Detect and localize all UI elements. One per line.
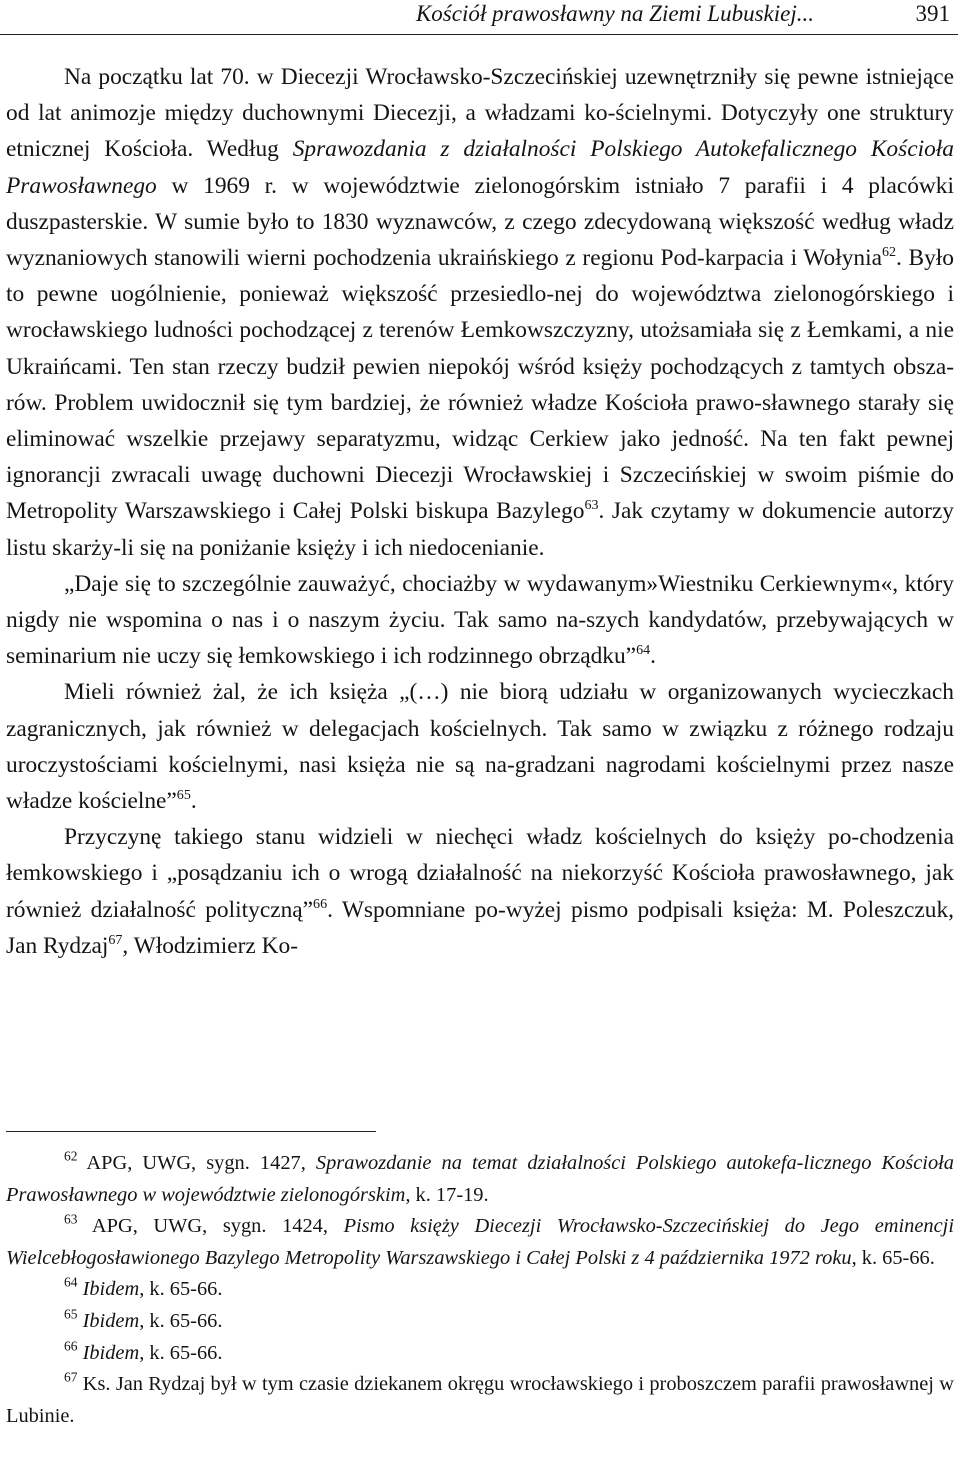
main-text — [6, 59, 954, 964]
footnote-number: 67 — [64, 1369, 78, 1385]
italic-title: Sprawozdania z działalności Polskiego Autokefalicznego Kościoła Prawosławnego — [6, 136, 954, 199]
text-segment: . Jak czytamy w dokumencie autorzy listu skarży-li się na poniżanie księży i ich niedocenianie. — [6, 498, 954, 561]
footnote-italic: Ibidem — [82, 1341, 140, 1364]
footnote-text: , k. 65-66. — [139, 1309, 223, 1332]
footnote-text: , k. 17-19. — [405, 1183, 489, 1206]
footnote-text: , k. 65-66. — [139, 1341, 223, 1364]
page-number: 391 — [915, 1, 950, 26]
paragraph-4 — [6, 819, 954, 964]
paragraph-2-quote — [6, 566, 954, 675]
footnote-63 — [6, 1211, 954, 1274]
footnote-text: , k. 65-66. — [851, 1246, 935, 1269]
text-segment: . — [190, 788, 197, 815]
footnote-text: , k. 65-66. — [139, 1278, 223, 1301]
footnote-italic: Sprawozdanie na temat działalności Polskiego autokefa-licznego Kościoła Prawosławnego w województwie zielonogórskim — [6, 1152, 954, 1206]
footnote-number: 65 — [64, 1306, 78, 1322]
paragraph-3 — [6, 674, 954, 819]
footnote-text: Ks. Jan Rydzaj był w tym czasie dziekanem okręgu wrocławskiego i proboszczem parafii prawosławnej w Lubinie. — [6, 1373, 954, 1427]
text-segment: . — [650, 643, 656, 670]
footnote-text: APG, UWG, sygn. 1427, — [77, 1152, 316, 1174]
running-title: Kościół prawosławny na Ziemi Lubuskiej... — [415, 1, 814, 26]
footnotes — [6, 1148, 954, 1432]
footnote-ref-65[interactable]: 65 — [176, 786, 191, 803]
footnote-italic: Pismo księży Diecezji Wrocławsko-Szczecińskiej do Jego eminencji Wielcebłogosławionego Bazylego Metropolity Warszawskiego i Całej Polski z 4 października 1972 roku — [6, 1215, 954, 1269]
footnote-italic: Ibidem — [82, 1278, 140, 1301]
text-segment: Na początku lat 70. w Diecezji Wrocławsko-Szczecińskiej uzewnętrzniły się pewne istniejące od lat animozje między duchownymi Diecezji, a władzami ko-ścielnymi. Dotyczyły one struktury etnicznej Kościoła. Według — [6, 64, 954, 163]
footnote-ref-67[interactable]: 67 — [108, 931, 123, 948]
page-header — [0, 0, 958, 35]
footnote-64 — [6, 1274, 954, 1306]
footnote-number: 64 — [64, 1275, 78, 1291]
text-segment: w 1969 r. w województwie zielonogórskim istniało 7 parafii i 4 placówki duszpasterskie. W sumie było to 1830 wyznawców, z czego zdecydowaną większość według władz wyznaniowych stanowili wierni pochodzenia ukraińskiego z regionu Pod-karpacia i Wołynia — [6, 172, 954, 272]
footnote-number: 66 — [64, 1338, 78, 1354]
footnote-ref-62[interactable]: 62 — [881, 243, 897, 260]
footnote-number: 62 — [64, 1148, 78, 1164]
footnote-65 — [6, 1306, 954, 1338]
footnote-62 — [6, 1148, 954, 1211]
footnote-67 — [6, 1369, 954, 1432]
footnote-divider — [6, 1131, 376, 1132]
footnote-text: APG, UWG, sygn. 1424, — [77, 1215, 344, 1238]
text-segment: „Daje się to szczególnie zauważyć, chociażby w wydawanym»Wiestniku Cerkiewnym«, który nigdy nie wspomina o nas i o naszym życiu. Tak samo na-szych kandydatów, przebywających w seminarium nie uczy się łemkowskiego i ich rodzinnego obrządku” — [6, 570, 954, 670]
text-segment: . Wspomniane po-wyżej pismo podpisali księża: M. Poleszczuk, Jan Rydzaj — [6, 896, 954, 959]
footnote-ref-66[interactable]: 66 — [313, 895, 328, 912]
footnote-ref-63[interactable]: 63 — [584, 497, 599, 514]
footnote-66 — [6, 1338, 954, 1370]
text-segment: Przyczynę takiego stanu widzieli w niechęci władz kościelnych do księży po-chodzenia łemkowskiego i „posądzaniu ich o wrogą działalność na niekorzyść Kościoła prawosławnego, jak również działalność polityczną” — [6, 824, 954, 923]
text-segment: . Było to pewne uogólnienie, ponieważ większość przesiedlo-nej do województwa zielonogórskiego i wrocławskiego ludności pochodzącej z terenów Łemkowszczyzny, utożsamiała się z Łemkami, a nie Ukraińcami. Ten stan rzeczy budził pewien niepokój wśród księży pochodzących z tamtych obsza-rów. Problem uwidocznił się tym bardziej, że również władze Kościoła prawo-sławnego starały się eliminować wszelkie przejawy separatyzmu, widząc Cerkiew jako jedność. Na ten fakt pewnej ignorancji zwracali uwagę duchowni Diecezji Wrocławskiej i Szczecińskiej w swoim piśmie do Metropolity Warszawskiego i Całej Polski biskupa Bazylego — [6, 245, 955, 525]
text-segment: , Włodzimierz Ko- — [122, 932, 298, 959]
text-segment: Mieli również żal, że ich księża „(…) nie biorą udziału w organizowanych wycieczkach zagranicznych, jak również w delegacjach kościelnych. Tak samo w związku z różnego rodzaju uroczystościami kościelnymi, nasi księża nie są na-gradzani nagrodami kościelnymi przez nasze władze kościelne” — [6, 679, 954, 815]
footnote-number: 63 — [64, 1211, 78, 1227]
footnote-ref-64[interactable]: 64 — [636, 642, 651, 659]
footnote-italic: Ibidem — [82, 1309, 140, 1332]
paragraph-1 — [6, 59, 954, 566]
